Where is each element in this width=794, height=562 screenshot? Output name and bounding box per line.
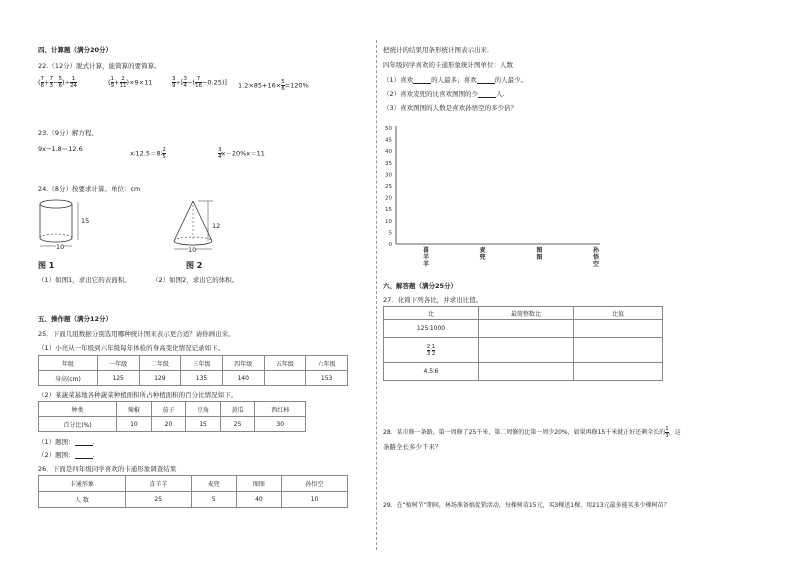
q23-eq1: 9x−1.8＝12.6: [38, 145, 83, 153]
chart-title: 四年级同学喜欢的卡通形象统计图单位：人数: [383, 61, 513, 69]
answer-cell[interactable]: [479, 338, 574, 363]
header-cell: 麦兜: [191, 476, 236, 492]
x-category-glyph: 兜: [479, 254, 486, 261]
cylinder-diameter: 10: [56, 243, 65, 251]
cartoon-table-header: [39, 476, 348, 492]
q22-expr3: $\frac{3}{9}$ ÷[ $\frac{3}{4}$ −( $\frac{7}{16}$ −0.25)]: [172, 76, 227, 89]
right-q2: （2）喜欢麦兜的比喜欢图图的少 人.: [383, 90, 505, 98]
ratio-table-row: [384, 320, 663, 338]
row-cell: 40: [236, 492, 281, 508]
row-cell: 125: [97, 371, 139, 386]
height-table: [38, 355, 348, 386]
x-category-label: [536, 246, 542, 261]
section5-title: 五、操作题（满分12分）: [38, 315, 113, 323]
header-cell: 喜羊羊: [125, 476, 191, 492]
q26-stem: 26．下面是四年级同学喜欢的卡通形象调查结果: [38, 465, 177, 473]
header-cell: 比值: [574, 307, 663, 320]
section6-title: 六、解答题（满分25分）: [383, 282, 458, 290]
x-category-glyph: 悟: [592, 254, 600, 261]
answer-cell[interactable]: [479, 320, 574, 338]
x-category-label: [480, 246, 486, 261]
vegetable-table-header: [39, 402, 306, 417]
y-tick-label: 15: [385, 207, 392, 214]
cone-diameter: 10: [188, 246, 197, 254]
x-category-glyph: 麦: [479, 247, 486, 254]
q28-stem: 28．某市修一条路，第一周修了25千米，第二周修的比第一周少20%，如果再修15千米就正好还剩全长的 $\frac{1}{3}$ ，这: [383, 426, 681, 439]
y-tick-label: 0: [388, 242, 392, 248]
row-cell: 30: [255, 417, 306, 432]
row-cell: 15: [186, 417, 221, 432]
q25-answer2: （2）题图： .: [38, 451, 95, 459]
vegetable-table-row: [39, 417, 306, 432]
y-tick-label: 45: [385, 137, 392, 144]
header-cell: 图图: [236, 476, 281, 492]
header-cell: 茄子: [151, 402, 186, 417]
q23-eq3: $\frac{3}{4}$ x－20%x＝11: [218, 147, 265, 160]
x-category-label: [423, 246, 429, 268]
row-cell: 4.5∶6: [384, 363, 479, 381]
q29-stem: 29．在“植树节”期间，林场准备搞促销活动，每棵树苗15元，买3棵送1棵，用213元最多能买多少棵树苗？: [383, 502, 670, 509]
ratio-table-row: [384, 338, 663, 363]
right-q1: （1）喜欢 的人最多；喜欢 的人最少。: [383, 76, 528, 84]
q28-line2: 条路全长多少千米？: [383, 443, 442, 451]
row-cell: 135: [181, 371, 223, 386]
q22-stem: 22.（12分）脱式计算，能简算的要简算。: [38, 62, 161, 70]
header-cell: 黄瓜: [220, 402, 255, 417]
q25-answer1: （1）题图： .: [38, 438, 95, 446]
right-intro: 把统计的结果用条形统计图表示出来.: [383, 46, 490, 54]
row-cell: 153: [306, 371, 348, 386]
y-tick-label: 50: [385, 126, 392, 132]
q23-eq2: x∶12.5＝8∶ $\frac{2}{5}$: [130, 147, 166, 160]
header-cell: 豆角: [186, 402, 221, 417]
q24-task2: （2）如图2，求出它的体积。: [152, 276, 239, 284]
answer-cell[interactable]: [574, 320, 663, 338]
right-q3: （3）喜欢图图的人数是喜欢孙悟空的多少倍？: [383, 104, 518, 112]
header-cell: 种类: [39, 402, 117, 417]
row-cell: 25: [125, 492, 191, 508]
cone-height: 12: [212, 222, 221, 230]
y-tick-label: 40: [385, 149, 392, 156]
row-cell: 百分比(%): [39, 417, 117, 432]
row-cell: 10: [117, 417, 152, 432]
header-cell: 卡通形象: [39, 476, 126, 492]
x-category-glyph: 羊: [422, 254, 430, 261]
cartoon-table-row: [39, 492, 348, 508]
q23-stem: 23.（9分）解方程。: [38, 129, 98, 137]
header-cell: 五年级: [264, 356, 306, 371]
section4-title: 四、计算题（满分20分）: [38, 46, 113, 54]
ratio-table-row: [384, 363, 663, 381]
cylinder-height: 15: [81, 217, 90, 225]
x-category-glyph: 喜: [422, 247, 430, 254]
y-tick-label: 35: [385, 160, 392, 167]
x-category-glyph: 图: [536, 254, 543, 261]
row-cell: 25: [220, 417, 255, 432]
header-cell: 辣椒: [117, 402, 152, 417]
x-category-glyph: 羊: [422, 261, 430, 268]
ratio-table-header: [384, 307, 663, 320]
height-table-header: [39, 356, 348, 371]
row-cell: $\frac{2}{3}$ ∶ $\frac{1}{2}$: [384, 338, 479, 363]
row-cell: 20: [151, 417, 186, 432]
cartoon-table: [38, 475, 348, 508]
q22-expr1: ( $\frac{7}{8}$ + $\frac{7}{3}$ − $\frac{5}{6}$ )÷ $\frac{1}{24}$: [38, 76, 77, 89]
x-category-label: [592, 246, 600, 268]
row-cell: 10: [282, 492, 348, 508]
answer-cell[interactable]: [574, 338, 663, 363]
header-cell: 最简整数比: [479, 307, 574, 320]
q22-expr2: ( $\frac{1}{9}$ + $\frac{2}{11}$ )×9×11: [108, 76, 153, 89]
header-cell: 四年级: [222, 356, 264, 371]
header-cell: 比: [384, 307, 479, 320]
cone-figure: [168, 195, 248, 257]
header-cell: 三年级: [181, 356, 223, 371]
y-tick-label: 30: [385, 172, 392, 179]
y-tick-label: 20: [385, 195, 392, 202]
q24-task1: （1）如图1，求出它的表面积。: [38, 276, 131, 284]
y-tick-label: 25: [385, 184, 392, 190]
row-cell: [264, 371, 306, 386]
x-category-glyph: 图: [536, 247, 543, 254]
q25-p1: （1）小亮从一年级到六年级每年体检的身高变化情况记录如下。: [38, 344, 225, 352]
answer-cell[interactable]: [574, 363, 663, 381]
fig2-label: 图 2: [186, 261, 203, 270]
page-divider: [376, 40, 377, 550]
q25-p2: （2）某蔬菜基地各种蔬菜种植面积所占种植面积的百分比情况如下。: [38, 391, 238, 399]
header-cell: 二年级: [139, 356, 181, 371]
row-cell: 140: [222, 371, 264, 386]
x-category-glyph: 孙: [592, 247, 600, 254]
row-cell: 身高(cm): [39, 371, 98, 386]
answer-cell[interactable]: [479, 363, 574, 381]
y-tick-label: 10: [385, 218, 392, 225]
q25-stem: 25．下面几组数据分别选用哪种统计图来表示更合适？请你画出来。: [38, 330, 235, 338]
vegetable-table: [38, 401, 306, 432]
cartoon-bar-chart: [380, 118, 620, 276]
header-cell: 西红柿: [255, 402, 306, 417]
row-cell: 人 数: [39, 492, 126, 508]
header-cell: 孙悟空: [282, 476, 348, 492]
fig1-label: 图 1: [38, 261, 55, 270]
row-cell: 5: [191, 492, 236, 508]
ratio-table: [383, 306, 663, 381]
q27-stem: 27．化简下列各比，并求出比值。: [383, 296, 483, 304]
q24-stem: 24.（8分）按要求计算。单位：cm: [38, 185, 141, 193]
row-cell: 129: [139, 371, 181, 386]
y-tick-label: 5: [388, 230, 392, 237]
header-cell: 一年级: [97, 356, 139, 371]
header-cell: 六年级: [306, 356, 348, 371]
x-category-glyph: 空: [592, 261, 600, 268]
height-table-row: [39, 371, 348, 386]
header-cell: 年级: [39, 356, 98, 371]
row-cell: 125∶1000: [384, 320, 479, 338]
q22-expr4: 1.2×85+16× $\frac{5}{6}$ =120%: [238, 79, 309, 92]
